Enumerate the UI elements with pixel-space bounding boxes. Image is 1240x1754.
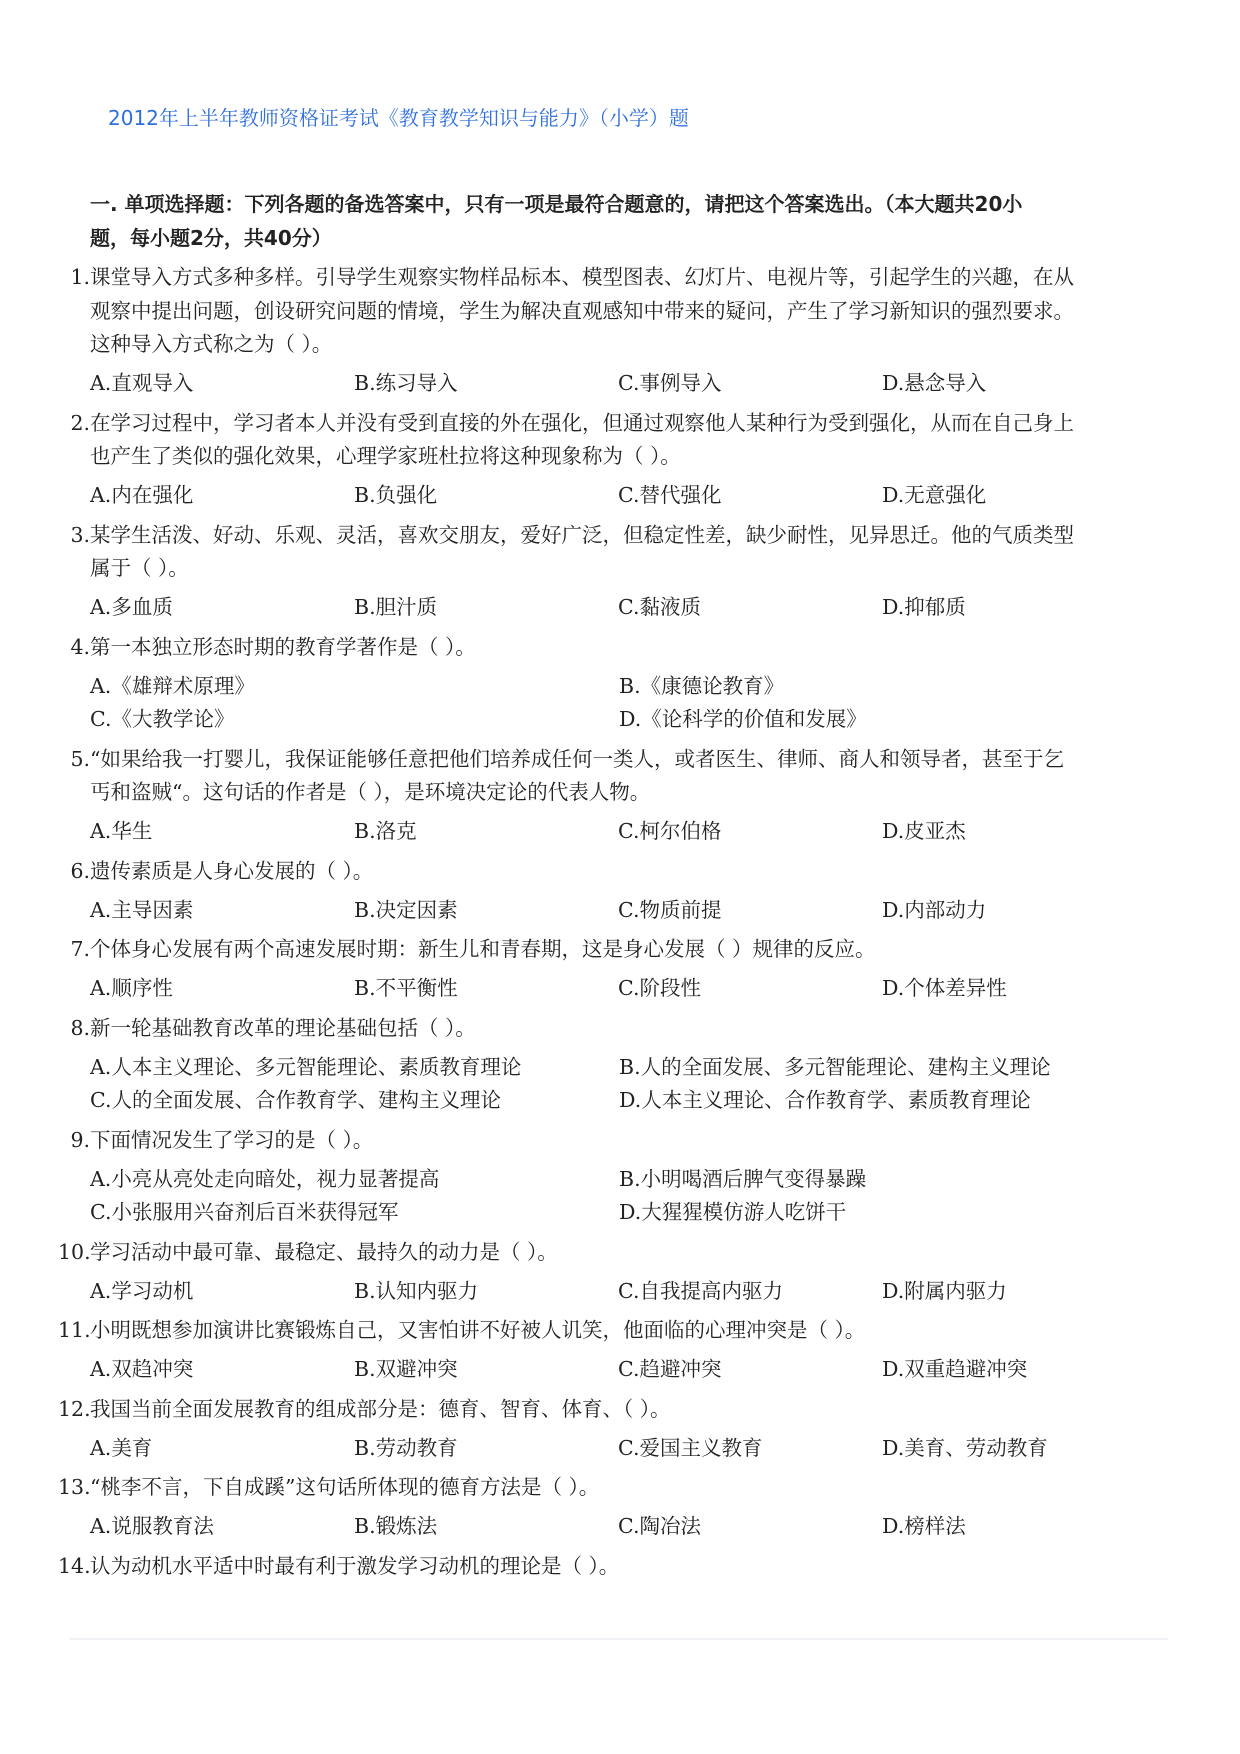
answer-options [70,1163,1150,1230]
question-line [70,855,1150,889]
question-14 [58,1550,1150,1584]
answer-option-d: D.个体差异性 [882,976,1007,1000]
question-number: 4. [70,634,90,659]
question-text: 某学生活泼、好动、乐观、灵活，喜欢交朋友，爱好广泛，但稳定性差，缺少耐性，见异思迁。他的气质类型 [90,522,1074,547]
question-10 [58,1236,1150,1270]
question-number: 6. [70,858,90,883]
answer-option-d: D.内部动力 [882,897,987,922]
question-text: 第一本独立形态时期的教育学著作是（ ）。 [90,634,476,659]
answer-option-b: B.洛克 [354,819,417,843]
answer-option-c: C.事例导入 [618,371,722,395]
question-line [70,631,1150,665]
question-text: “桃李不言，下自成蹊”这句话所体现的德育方法是（ ）。 [90,1475,600,1499]
question-line [70,519,1150,553]
section-heading [70,188,1150,255]
answer-option-a: A.主导因素 [90,897,194,922]
question-text: 课堂导入方式多种多样。引导学生观察实物样品标本、模型图表、幻灯片、电视片等，引起学生的兴趣，在从 [90,265,1074,289]
answer-option-a: A.华生 [90,819,153,843]
answer-option-d: D.美育、劳动教育 [882,1435,1048,1460]
question-text: 在学习过程中，学习者本人并没有受到直接的外在强化，但通过观察他人某种行为受到强化，从而在自己身上 [90,410,1074,435]
answer-option-a: A.多血质 [90,595,173,619]
answer-option-a: A.《雄辩术原理》 [90,673,255,698]
answer-options [70,1051,1150,1118]
question-text: 认为动机水平适中时最有利于激发学习动机的理论是（ ）。 [90,1553,620,1578]
answer-option-d: D.无意强化 [882,483,987,507]
answer-options [70,1275,1150,1309]
answer-option-b: B.练习导入 [354,371,458,395]
answer-options [70,894,1150,928]
answer-option-b: B.人的全面发展、多元智能理论、建构主义理论 [619,1054,1051,1079]
answer-option-a: A.直观导入 [90,371,194,395]
question-8 [70,1012,1150,1046]
answer-option-b: B.小明喝酒后脾气变得暴躁 [619,1166,867,1191]
answer-option-a: A.顺序性 [90,976,173,1000]
question-12 [58,1393,1150,1427]
question-line [58,1314,1150,1348]
question-text: 小明既想参加演讲比赛锻炼自己，又害怕讲不好被人讥笑，他面临的心理冲突是（ ）。 [90,1318,866,1342]
question-line: 也产生了类似的强化效果，心理学家班杜拉将这种现象称为（ ）。 [90,444,681,468]
answer-option-c: C.替代强化 [618,483,722,507]
answer-option-c: C.《大教学论》 [90,707,235,731]
answer-option-b: B.负强化 [354,483,438,507]
question-line [70,743,1150,777]
answer-options [70,670,1150,737]
question-line: 这种导入方式称之为（ ）。 [90,332,333,356]
answer-option-c: C.人的全面发展、合作教育学、建构主义理论 [90,1088,501,1112]
answer-options [70,972,1150,1006]
answer-options [70,591,1150,625]
answer-option-b: B.认知内驱力 [354,1278,479,1303]
answer-option-a: A.学习动机 [90,1278,194,1303]
question-line [70,1012,1150,1046]
answer-option-c: C.小张服用兴奋剂后百米获得冠军 [90,1200,399,1224]
answer-option-a: A.内在强化 [90,483,194,507]
answer-option-a: A.美育 [90,1435,153,1460]
answer-option-c: C.柯尔伯格 [618,819,722,843]
answer-options [70,367,1150,401]
question-number: 11. [58,1318,91,1342]
answer-option-b: B.锻炼法 [354,1514,438,1538]
answer-option-d: D.大猩猩模仿游人吃饼干 [619,1200,847,1224]
answer-options [70,1432,1150,1466]
question-line: 观察中提出问题，创设研究问题的情境，学生为解决直观感知中带来的疑问，产生了学习新知识的强烈要求。 [90,298,1074,323]
answer-option-a: A.双趋冲突 [90,1357,194,1381]
question-6 [70,855,1150,889]
question-number: 10. [58,1239,91,1264]
page-divider [70,1638,1168,1640]
question-text: 我国当前全面发展教育的组成部分是：德育、智育、体育、（ ）。 [90,1396,671,1421]
question-number: 8. [70,1015,90,1040]
answer-option-b: B.不平衡性 [354,976,458,1000]
question-line [58,1471,1150,1505]
answer-option-b: B.胆汁质 [354,595,438,619]
answer-option-a: A.说服教育法 [90,1514,214,1538]
answer-option-c: C.陶冶法 [618,1514,701,1538]
question-number: 1. [70,265,90,289]
question-line [58,1393,1150,1427]
question-number: 3. [70,522,90,547]
question-text: 个体身心发展有两个高速发展时期：新生儿和青春期，这是身心发展（ ）规律的反应。 [90,937,876,961]
answer-option-c: C.趋避冲突 [618,1357,722,1381]
section-heading-line: 一. 单项选择题：下列各题的备选答案中，只有一项是最符合题意的，请把这个答案选出。（本大题共20小 [90,192,1023,216]
answer-option-b: B.《康德论教育》 [619,673,785,698]
question-list [58,188,1150,1583]
question-text: 遗传素质是人身心发展的（ ）。 [90,858,374,883]
document-title: 2012年上半年教师资格证考试《教育教学知识与能力》（小学）题 [108,106,689,130]
question-1 [70,261,1150,362]
question-line [70,1124,1150,1158]
answer-option-b: B.劳动教育 [354,1435,458,1460]
answer-option-c: C.爱国主义教育 [618,1435,763,1460]
answer-options [70,1353,1150,1387]
answer-options [70,1510,1150,1544]
question-number: 5. [70,746,90,771]
answer-options [70,479,1150,513]
question-number: 7. [70,937,90,961]
answer-option-b: B.决定因素 [354,897,458,922]
question-number: 9. [70,1127,90,1152]
answer-options [70,815,1150,849]
question-line: 丐和盗贼“。这句话的作者是（ ），是环境决定论的代表人物。 [90,780,651,804]
question-2 [70,407,1150,474]
question-13 [58,1471,1150,1505]
answer-option-d: D.双重趋避冲突 [882,1357,1028,1381]
question-line [70,407,1150,441]
answer-option-b: B.双避冲突 [354,1357,458,1381]
answer-option-c: C.黏液质 [618,595,701,619]
question-4 [70,631,1150,665]
answer-option-a: A.人本主义理论、多元智能理论、素质教育理论 [90,1054,522,1079]
question-11 [58,1314,1150,1348]
question-line [70,933,1150,967]
answer-option-d: D.附属内驱力 [882,1278,1007,1303]
section-heading-line: 题，每小题2分，共40分） [90,225,332,250]
answer-option-d: D.榜样法 [882,1514,966,1538]
question-number: 13. [58,1475,91,1499]
question-line [58,1550,1150,1584]
answer-option-d: D.抑郁质 [882,595,966,619]
question-line: 属于（ ）。 [90,556,189,580]
answer-option-d: D.皮亚杰 [882,819,966,843]
answer-option-a: A.小亮从亮处走向暗处，视力显著提高 [90,1166,440,1191]
question-number: 12. [58,1396,91,1421]
question-line [58,1236,1150,1270]
question-line [70,261,1150,295]
question-5 [70,743,1150,810]
question-9 [70,1124,1150,1158]
question-text: 新一轮基础教育改革的理论基础包括（ ）。 [90,1015,476,1040]
question-3 [70,519,1150,586]
question-text: “如果给我一打婴儿，我保证能够任意把他们培养成任何一类人，或者医生、律师、商人和领导者，甚至于乞 [90,746,1064,771]
question-text: 学习活动中最可靠、最稳定、最持久的动力是（ ）。 [90,1239,558,1264]
question-number: 2. [70,410,90,435]
answer-option-d: D.悬念导入 [882,371,987,395]
answer-option-c: C.阶段性 [618,976,701,1000]
answer-option-d: D.《论科学的价值和发展》 [619,707,867,731]
answer-option-c: C.自我提高内驱力 [618,1278,783,1303]
answer-option-d: D.人本主义理论、合作教育学、素质教育理论 [619,1088,1031,1112]
answer-option-c: C.物质前提 [618,897,722,922]
question-text: 下面情况发生了学习的是（ ）。 [90,1127,374,1152]
question-7 [70,933,1150,967]
question-number: 14. [58,1553,91,1578]
